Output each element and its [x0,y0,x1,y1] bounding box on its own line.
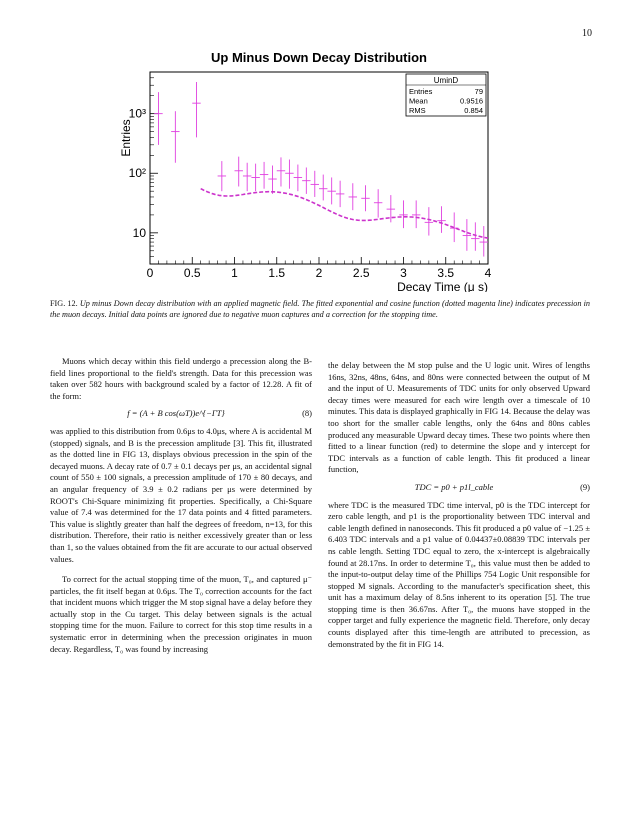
x-tick-label: 4 [484,266,492,280]
left-column [50,356,312,655]
stats-label: RMS [409,106,426,115]
x-tick-label: 2.5 [352,266,370,280]
equation-8 [50,408,312,420]
x-tick-label: 3 [400,266,407,280]
x-tick-label: 0.5 [183,266,201,280]
stats-label: Entries [409,87,433,96]
right-column [328,360,590,650]
stats-label: Mean [409,96,428,106]
equation-8-number: (8) [302,408,312,419]
x-tick-label: 1.5 [268,266,286,280]
right-paragraph-2: where TDC is the measured TDC time interval, p0 is the TDC intercept for zero cable length, and p1 is the proportionality between TDC interval and cable length defined in nanoseconds. This fit produced a p0 value of −1.25 ± 6.403 TDC intervals and a p1 value of 0.04437±0.08839 TDC intervals per ns cable length. Setting TDC equal to zero, the x-intercept is algebraically found at 28.17ns. In order to determine T₀, this value must then be added to the input-to-output delay time of the Phillips 754 Logic Unit responsible for stopped M signals. According to the manufacter's specification sheet, this unit has a maximum delay of 8.5ns inherent to its operation [5]. The true stopping time is then 36.67ns. After T₀, the muons have stopped in the copper target and fully experience the magnetic field. Therefore, only decay counts displayed after this time-length are attributed to precession, as demonstrated by the fit in FIG 14. [328,499,590,649]
x-tick-label: 1 [231,266,238,280]
x-tick-label: 0 [146,266,154,280]
figure-12 [120,44,520,292]
x-axis-label: Decay Time (μ s) [397,280,488,292]
stats-value: 79 [474,87,483,96]
x-tick-label: 2 [315,266,323,280]
page-number: 10 [582,28,592,39]
y-tick-label: 10² [128,166,146,181]
equation-9-expression: TDC = p0 + p1l_cable [414,481,494,492]
caption-text: Up minus Down decay distribution with an applied magnetic field. The fitted exponential and cosine function (dotted magenta line) indicates precession in the muon decays. Initial data points are ignored due to negative muon captures and a correction for the stopping time. [50,299,591,319]
stats-title: UminD [433,76,459,85]
x-tick-label: 3.5 [437,266,455,280]
left-paragraph-3: To correct for the actual stopping time of the muon, T₀, and captured μ⁻ particles, the fit itself began at 0.6μs. The T₀ correction accounts for the fact that incident muons which trigger the M stop signal have a delay before they actually stop in the Cu target. This delay between signals is the actual stopping time for the muon. Failure to correct for this stop time results in a systematic error in determining when the precession originates in muon decay. Regardless, T₀ was found by increasing [50,574,312,654]
chart-title: Up Minus Down Decay Distribution [211,50,427,65]
y-tick-label: 10 [132,225,146,240]
decay-distribution-chart [120,44,520,292]
stats-value: 0.9516 [460,96,483,106]
left-paragraph-1: Muons which decay within this field undergo a precession along the B-field lines proportional to the field's strength. Data for this precession was taken over 582 hours with background scaled by a factor of 12.28. A fit of the form: [50,356,312,401]
caption-label: FIG. 12. [50,299,78,308]
left-paragraph-2: was applied to this distribution from 0.6μs to 4.0μs, where A is accidental M (stopped) signals, and B is the precession amplitude [3]. This fit, illustrated as the dotted line in FIG 13, displays obvious precession in the spin of the decayed muons. A decay rate of 0.7 ± 0.1 decays per μs, an accidental signal count of 550 ± 100 signals, a precession amplitude of 170 ± 80 decays, and an angular frequency of 3.9 ± 0.2 radians per μs were determined by ROOT's Chi-Square minimizing fit properties. Specifically, a Chi-Square value of 7.4 was determined for the 17 data points and 4 fitted parameters. This value is slightly greater than half the degrees of freedom, n=13, for this distribution. Therefore, their ratio is neither excessively greater than or less than 1, so the values obtained from the fit are accurate to our actual observed values. [50,425,312,564]
equation-9-number: (9) [580,481,590,492]
figure-caption [50,298,590,320]
equation-8-expression: f = (A + B cos(ωT))e^{−ΓT} [127,408,225,419]
y-axis-label: Entries [120,119,133,157]
right-paragraph-1: the delay between the M stop pulse and the U logic unit. Wires of lengths 16ns, 32ns, 48ns, 64ns, and 80ns were connected between the output of M and the input of U. Measurements of TDC units for only observed Upward decay times were measured for each wire length over a timescale of 10 minutes. This data is displayed graphically in FIG 14. Because the delay was too short for the smaller cable lengths, only the 64ns and 80ns cables produced any measurable Upward decay times. These two points where then fitted to a linear function (red) to determine the slope and y intercept for TDC intervals as a function of cable length. This fit produced a linear function, [328,360,590,475]
y-tick-label: 10³ [128,106,146,121]
stats-value: 0.854 [464,106,483,115]
equation-9 [328,482,590,494]
fit-curve [201,189,488,238]
